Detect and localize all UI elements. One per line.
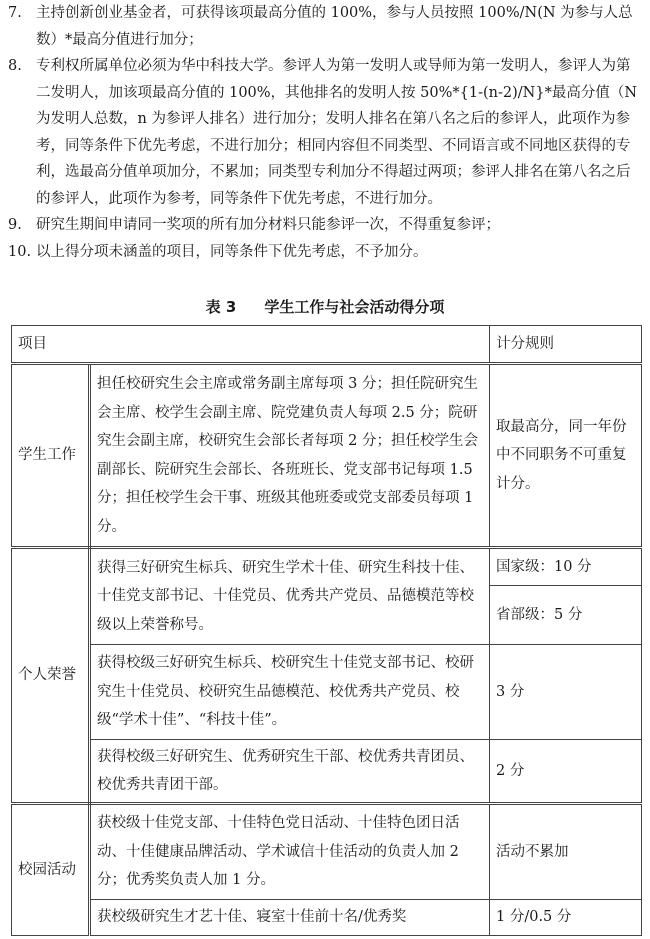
content-cell: 获得三好研究生标兵、研究生学术十佳、研究生科技十佳、十佳党支部书记、十佳党员、优秀共产党员、品德模范等校级以上荣誉称号。 [90,548,490,645]
list-item-number: 10. [8,243,32,260]
rule-cell: 1 分/0.5 分 [490,900,642,936]
table-row [12,740,642,802]
list-item [8,239,642,266]
category-cell: 学生工作 [12,364,90,548]
category-cell: 个人荣誉 [12,548,90,804]
rule-cell: 3 分 [490,645,642,740]
table-caption [0,296,650,318]
table-header-row [12,326,642,364]
list-item-text: 以上得分项未涵盖的项目，同等条件下优先考虑，不予加分。 [36,243,428,260]
list-item-text: 主持创新创业基金者，可获得该项最高分值的 100%，参与人员按照 100%/N(N 为参与人总数）*最高分值进行加分； [36,5,633,48]
list-item [8,0,642,53]
header-rule-cell: 计分规则 [490,326,642,364]
rule-cell: 国家级：10 分 [490,548,642,586]
list-item-text: 专利权所属单位必须为华中科技大学。参评人为第一发明人或导师为第一发明人，参评人为第二发明人，加该项最高分值的 100%，其他排名的发明人按 50%*{1-(n-2)/N}*最高分值（N 为发明人总数，n 为参评人排名）进行加分；发明人排名在第八名之后的参评人，此项作为参考，同等条件下优先考虑，不进行加分；相同内容但不同类型、不同语言或不同地区获得的专利，选最高分值单项加分，不累加；同类型专利加分不得超过两项；参评人排名在第八名之后的参评人，此项作为参考，同等条件下优先考虑，不进行加分。 [36,58,638,207]
rule-cell: 省部级：5 分 [490,586,642,645]
content-cell: 获校级十佳党支部、十佳特色党日活动、十佳特色团日活动、十佳健康品牌活动、学术诚信十佳活动的负责人加 2 分；优秀奖负责人加 1 分。 [90,804,490,900]
table-row [12,900,642,936]
scoring-table [11,325,642,936]
rule-cell: 取最高分，同一年份中不同职务不可重复计分。 [490,364,642,548]
content-cell: 获得校级三好研究生标兵、校研究生十佳党支部书记、校研究生十佳党员、校研究生品德模范、校优秀共产党员、校级“学术十佳”、“科技十佳”。 [90,645,490,740]
header-item-cell: 项目 [12,326,490,364]
table-row [12,804,642,900]
table-row [12,364,642,548]
category-cell: 校园活动 [12,804,90,936]
list-item-text: 研究生期间申请同一奖项的所有加分材料只能参评一次，不得重复参评； [36,217,500,233]
list-item [8,212,642,239]
table-caption-label: 表 3 [205,298,237,316]
list-item [8,53,642,212]
table-caption-title: 学生工作与社会活动得分项 [264,298,445,316]
rule-cell: 活动不累加 [490,804,642,900]
content-cell: 担任校研究生会主席或常务副主席每项 3 分；担任院研究生会主席、校学生会副主席、院党建负责人每项 2.5 分；院研究生会副主席，校研究生会部长者每项 2 分；担任校学生会副部长、院研究生会部长、各班班长、党支部书记每项 1.5 分；担任校学生会干事、班级其他班委或党支部委员每项 1 分。 [90,364,490,548]
table-row [12,645,642,740]
list-item-number: 7. [8,5,22,21]
numbered-rules-list [8,0,642,265]
list-item-number: 9. [8,217,22,233]
rule-cell: 2 分 [490,740,642,804]
content-cell: 获校级研究生才艺十佳、寝室十佳前十名/优秀奖 [90,900,490,936]
content-cell: 获得校级三好研究生、优秀研究生干部、校优秀共青团员、校优秀共青团干部。 [90,740,490,804]
table-row [12,548,642,586]
list-item-number: 8. [8,58,22,74]
